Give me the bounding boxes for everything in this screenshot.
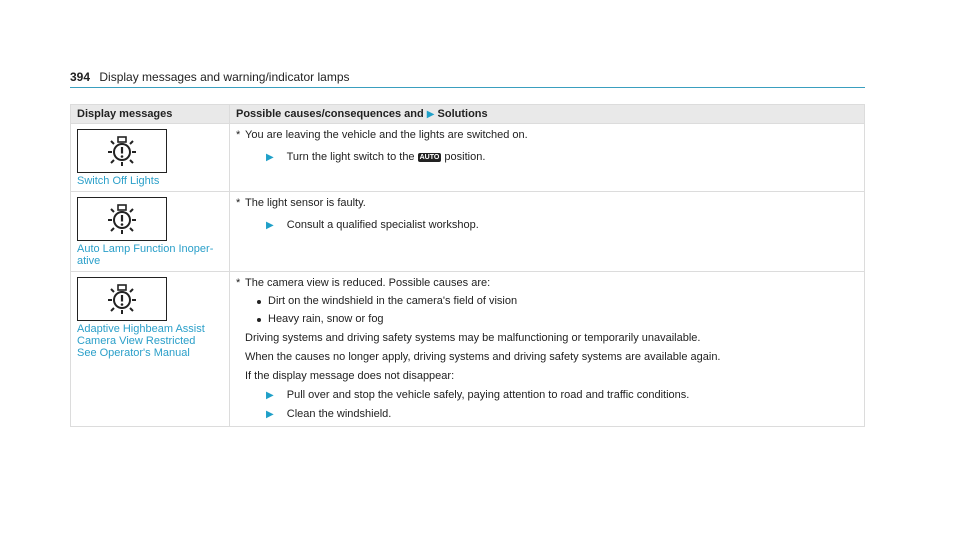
table-row xyxy=(71,192,865,272)
display-message-text: Auto Lamp Function Inoper- ative xyxy=(77,243,214,267)
list-item: Heavy rain, snow or fog xyxy=(236,312,858,327)
info-paragraph: If the display message does not disappear: xyxy=(245,370,455,382)
solution-cell xyxy=(230,124,865,192)
action-step: ▶ Turn the light switch to the AUTO position. xyxy=(266,151,486,163)
message-cell xyxy=(71,192,230,272)
arrow-icon: ▶ xyxy=(266,220,274,231)
arrow-icon: ▶ xyxy=(426,109,435,120)
auto-badge-icon: AUTO xyxy=(419,154,440,161)
page-header xyxy=(70,70,865,88)
info-paragraph: Driving systems and driving safety systems may be malfunctioning or temporarily unavailable. xyxy=(245,332,701,344)
col-header-causes: Possible causes/consequences and xyxy=(236,108,424,120)
solution-cell xyxy=(230,192,865,272)
table-row xyxy=(71,124,865,192)
info-paragraph: When the causes no longer apply, driving systems and driving safety systems are available again. xyxy=(245,351,721,363)
light-warning-icon xyxy=(77,129,167,173)
light-warning-icon xyxy=(77,277,167,321)
display-message-text: Adaptive Highbeam Assist Camera View Restricted See Operator's Manual xyxy=(77,323,205,359)
cause-text: * The light sensor is faulty. xyxy=(236,197,366,209)
page-title: Display messages and warning/indicator lamps xyxy=(99,70,350,84)
light-warning-icon xyxy=(77,197,167,241)
action-step: ▶ Consult a qualified specialist workshop. xyxy=(266,219,479,231)
arrow-icon: ▶ xyxy=(266,152,274,163)
message-cell xyxy=(71,272,230,427)
message-cell xyxy=(71,124,230,192)
arrow-icon: ▶ xyxy=(266,409,274,420)
action-step: ▶ Clean the windshield. xyxy=(266,408,392,420)
col-header-solutions-label: Solutions xyxy=(437,108,488,120)
list-item: Dirt on the windshield in the camera's field of vision xyxy=(236,294,858,309)
display-message-text: Switch Off Lights xyxy=(77,175,160,187)
display-messages-table xyxy=(70,104,865,427)
table-row xyxy=(71,272,865,427)
cause-text: * You are leaving the vehicle and the lights are switched on. xyxy=(236,129,528,141)
arrow-icon: ▶ xyxy=(266,390,274,401)
cause-text: * The camera view is reduced. Possible causes are: xyxy=(236,277,491,289)
col-header-solutions xyxy=(230,105,865,124)
col-header-messages: Display messages xyxy=(71,105,230,124)
solution-cell xyxy=(230,272,865,427)
page-number: 394 xyxy=(70,70,91,84)
action-step: ▶ Pull over and stop the vehicle safely, paying attention to road and traffic conditions. xyxy=(266,389,690,401)
